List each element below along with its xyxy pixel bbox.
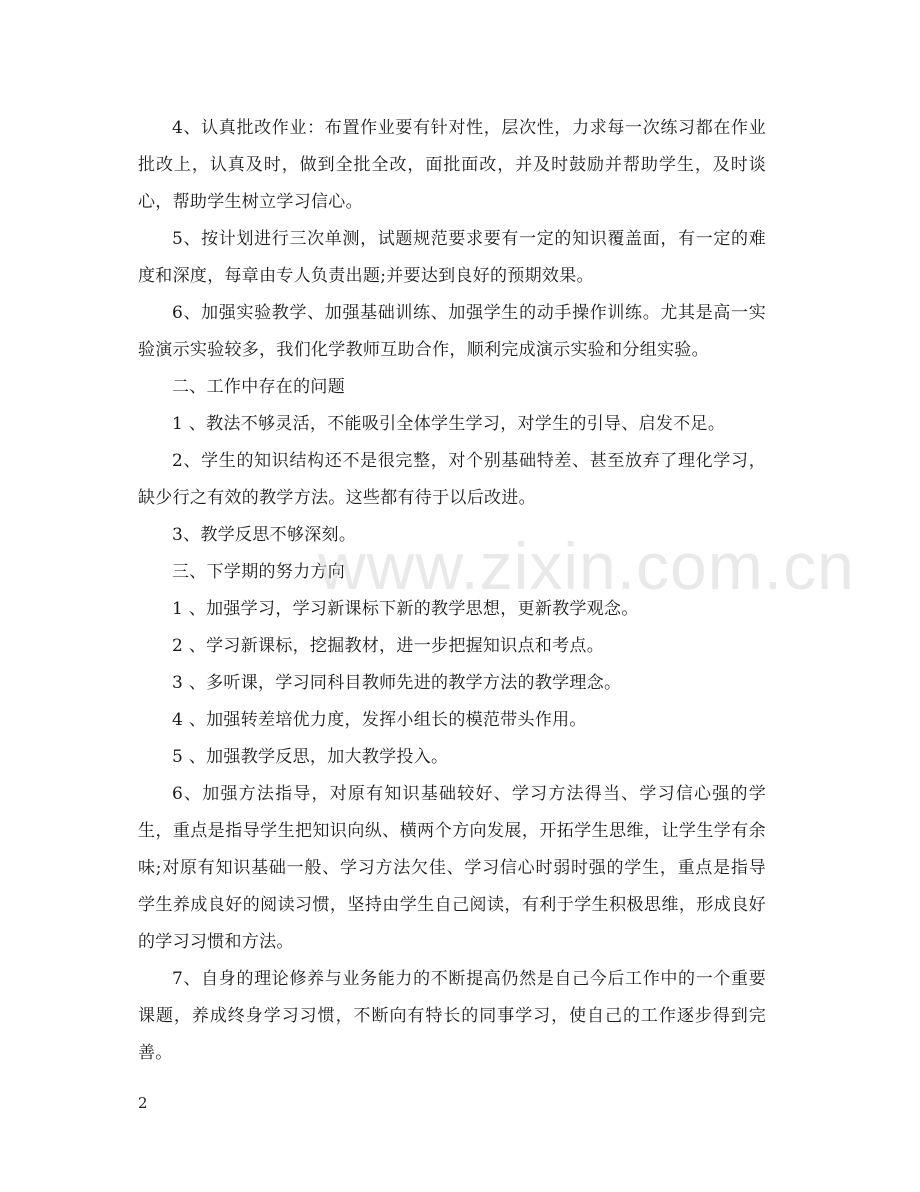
document-body xyxy=(138,110,766,1072)
paragraph-item-6-experiments: 6、加强实验教学、加强基础训练、加强学生的动手操作训练。尤其是高一实验演示实验较多，我们化学教师互助合作，顺利完成演示实验和分组实验。 xyxy=(138,303,766,360)
paragraph-direction-1: 1 、加强学习，学习新课标下新的教学思想，更新教学观念。 xyxy=(172,599,639,619)
paragraph-item-4-homework: 4、认真批改作业：布置作业要有针对性，层次性，力求每一次练习都在作业批改上，认真及时，做到全批全改，面批面改，并及时鼓励并帮助学生，及时谈心，帮助学生树立学习信心。 xyxy=(138,118,766,212)
page-number: 2 xyxy=(138,1094,148,1112)
paragraph-direction-5: 5 、加强教学反思，加大教学投入。 xyxy=(172,747,449,767)
paragraph-direction-4: 4 、加强转差培优力度，发挥小组长的模范带头作用。 xyxy=(172,710,587,730)
section-heading-problems: 二、工作中存在的问题 xyxy=(172,377,345,397)
watermark: www.zixin.com.cn xyxy=(318,529,855,603)
paragraph-direction-6: 6、加强方法指导，对原有知识基础较好、学习方法得当、学习信心强的学生，重点是指导学生把知识向纵、横两个方向发展，开拓学生思维，让学生学有余味;对原有知识基础一般、学习方法欠佳、学习信心时弱时强的学生，重点是指导学生养成良好的阅读习惯，坚持由学生自己阅读，有利于学生积极思维，形成良好的学习习惯和方法。 xyxy=(138,784,766,952)
paragraph-problem-3: 3、教学反思不够深刻。 xyxy=(172,525,357,545)
paragraph-problem-1: 1 、教法不够灵活，不能吸引全体学生学习，对学生的引导、启发不足。 xyxy=(172,414,726,434)
section-heading-next-term: 三、下学期的努力方向 xyxy=(172,562,345,582)
paragraph-direction-2: 2 、学习新课标，挖掘教材，进一步把握知识点和考点。 xyxy=(172,636,605,656)
paragraph-item-5-unit-tests: 5、按计划进行三次单测，试题规范要求要有一定的知识覆盖面，有一定的难度和深度，每章由专人负责出题;并要达到良好的预期效果。 xyxy=(138,229,766,286)
paragraph-direction-7: 7、自身的理论修养与业务能力的不断提高仍然是自己今后工作中的一个重要课题，养成终身学习习惯，不断向有特长的同事学习，使自己的工作逐步得到完善。 xyxy=(138,969,766,1063)
paragraph-problem-2: 2、学生的知识结构还不是很完整，对个别基础特差、甚至放弃了理化学习，缺少行之有效的教学方法。这些都有待于以后改进。 xyxy=(138,451,766,508)
paragraph-direction-3: 3 、多听课，学习同科目教师先进的教学方法的教学理念。 xyxy=(172,673,622,693)
